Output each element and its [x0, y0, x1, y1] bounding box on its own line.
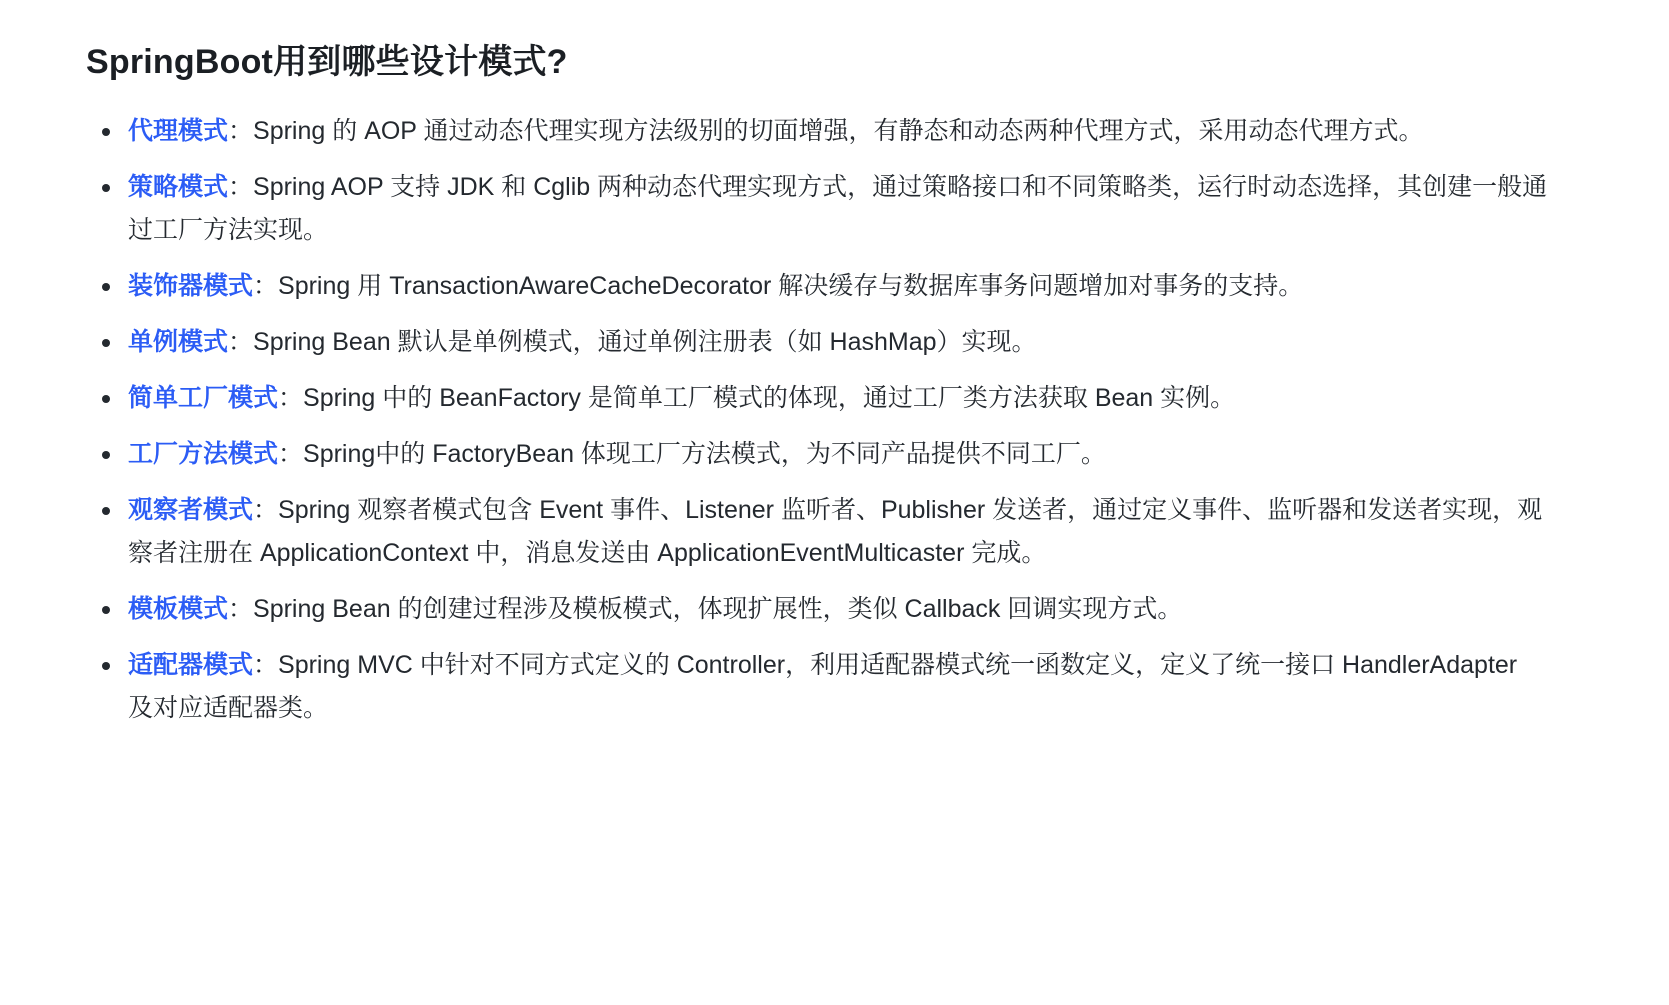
pattern-term: 策略模式 [128, 173, 229, 202]
pattern-description: Spring 中的 BeanFactory 是简单工厂模式的体现，通过工厂类方法获取 Bean 实例。 [303, 384, 1236, 413]
list-item [86, 433, 1548, 476]
pattern-term: 代理模式 [128, 117, 229, 146]
list-item [86, 644, 1548, 730]
pattern-separator: ： [278, 440, 304, 469]
pattern-description: Spring Bean 默认是单例模式，通过单例注册表（如 HashMap）实现。 [253, 328, 1037, 357]
pattern-description: Spring中的 FactoryBean 体现工厂方法模式，为不同产品提供不同工厂。 [303, 440, 1106, 469]
list-item [86, 588, 1548, 631]
pattern-separator: ： [228, 595, 254, 624]
pattern-separator: ： [228, 117, 254, 146]
pattern-separator: ： [253, 272, 279, 301]
pattern-term: 装饰器模式 [128, 272, 254, 301]
list-item [86, 166, 1548, 252]
pattern-description: Spring 的 AOP 通过动态代理实现方法级别的切面增强，有静态和动态两种代理方式，采用动态代理方式。 [253, 117, 1424, 146]
list-item [86, 110, 1548, 153]
pattern-separator: ： [253, 651, 279, 680]
list-item [86, 377, 1548, 420]
pattern-separator: ： [253, 496, 279, 525]
pattern-term: 简单工厂模式 [128, 384, 279, 413]
list-item [86, 265, 1548, 308]
list-item [86, 489, 1548, 575]
page-title: SpringBoot用到哪些设计模式? [86, 43, 568, 81]
pattern-separator: ： [278, 384, 304, 413]
design-pattern-list [86, 110, 1599, 730]
pattern-description: Spring Bean 的创建过程涉及模板模式，体现扩展性，类似 Callback 回调实现方式。 [253, 595, 1183, 624]
pattern-separator: ： [228, 173, 254, 202]
pattern-separator: ： [228, 328, 254, 357]
pattern-term: 观察者模式 [128, 496, 254, 525]
pattern-term: 工厂方法模式 [128, 440, 279, 469]
list-item [86, 321, 1548, 364]
pattern-description: Spring 观察者模式包含 Event 事件、Listener 监听者、Publisher 发送者，通过定义事件、监听器和发送者实现，观察者注册在 ApplicationContext 中，消息发送由 ApplicationEventMulticaster 完成。 [128, 496, 1543, 568]
pattern-term: 单例模式 [128, 328, 229, 357]
pattern-term: 适配器模式 [128, 651, 254, 680]
pattern-description: Spring AOP 支持 JDK 和 Cglib 两种动态代理实现方式，通过策略接口和不同策略类，运行时动态选择，其创建一般通过工厂方法实现。 [128, 173, 1548, 245]
pattern-description: Spring 用 TransactionAwareCacheDecorator 解决缓存与数据库事务问题增加对事务的支持。 [278, 272, 1304, 301]
pattern-description: Spring MVC 中针对不同方式定义的 Controller，利用适配器模式统一函数定义，定义了统一接口 HandlerAdapter 及对应适配器类。 [128, 651, 1518, 723]
pattern-term: 模板模式 [128, 595, 229, 624]
